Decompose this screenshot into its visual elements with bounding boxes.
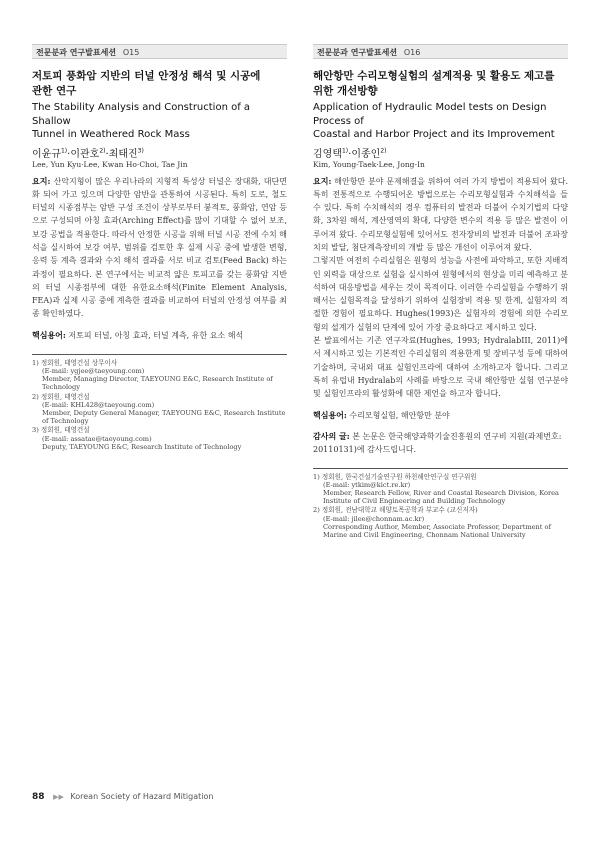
session-code: O15 — [122, 48, 140, 57]
section-tag — [313, 44, 568, 59]
footnotes — [313, 473, 568, 540]
footnotes — [32, 359, 287, 451]
article-title-english: Application of Hydraulic Model tests on Design Process of Coastal and Harbor Project and its Improvement — [313, 102, 555, 140]
session-code: O16 — [403, 48, 421, 57]
section-label: 전문분과 연구발표세션 — [317, 48, 398, 57]
article-title-korean: 해안항만 수리모형실험의 설계적용 및 활용도 제고를 위한 개선방향 — [313, 70, 555, 97]
right-article — [313, 44, 568, 540]
authors-korean: 김영택$^{1)}$·이종인$^{2)}$ — [313, 147, 387, 160]
footnote: 2) 정회원, 태영건설 (E-mail: KHL428@taeyoung.com) Member, Deputy General Manager, TAEYOUNG E&C, Research Institute of Technology — [32, 392, 286, 426]
footnote: 2) 정회원, 전남대학교 해양토목공학과 부교수 (교신저자) (E-mail: jilee@chonnam.ac.kr) Corresponding Author, Member, Associate Professor, Department of Marine and Civil Engineering, Chonnam National University — [313, 506, 551, 539]
footnote-divider — [32, 354, 287, 355]
footnote: 3) 정회원, 태영건설 (E-mail: assatae@taeyoung.com) Deputy, TAEYOUNG E&C, Research Institute of Technology — [32, 426, 242, 451]
keywords: 핵심용어: 수리모형실험, 해안항만 분야 — [313, 409, 450, 420]
article-title-korean: 저토피 풍화암 지반의 터널 안정성 해석 및 시공에 관한 연구 — [32, 70, 261, 97]
section-tag — [32, 44, 287, 59]
abstract-paragraph: 그렇지만 여전히 수리실험은 원형의 성능을 사전에 파악하고, 또한 지배적인 외력을 대상으로 실험을 실시하여 원형에서의 현상을 미리 예측하고 분석하여 대응방법을 세우는 것이 목적이다. 이러한 수리실험을 수행하기 위해서는 실험목적을 달성하기 위하여 실험장비 적용 및 한계, 실험자의 적절한 경험이 필요하다. Hughes(1993)은 실험자의 경험에 의한 수리모형의 설계가 실험의 단계에 있어 가장 중요하다고 제시하고 있다. — [313, 256, 568, 332]
footnote: 1) 정회원, 태영건설 상무이사 (E-mail: ygjee@taeyoung.com) Member, Managing Director, TAEYOUNG E&C, Research Institute of Technology — [32, 358, 273, 392]
section-label: 전문분과 연구발표세션 — [36, 48, 117, 57]
abstract-paragraph: 본 발표에서는 기존 연구자료(Hughes, 1993; HydralabIII, 2011)에서 제시하고 있는 기본적인 수리실험의 적용한계 및 장비구성 등에 대하여 기술하며, 국내외 대표 실험인프라에 대하여 소개하고자 합니다. 그리고 특히 유럽내 Hydralab의 사례를 바탕으로 국내 해안항만 실험 연구분야 및 실험인프라의 활성화에 대한 제언을 하고자 합니다. — [313, 336, 568, 399]
page-footer — [32, 792, 213, 802]
authors-korean: 이윤규$^{1)}$·이관호$^{2)}$·최태진$^{3)}$ — [32, 147, 144, 160]
page-number: 88 — [32, 792, 45, 802]
article-title-english: The Stability Analysis and Construction of a Shallow Tunnel in Weathered Rock Mass — [32, 102, 251, 140]
journal-name: Korean Society of Hazard Mitigation — [70, 792, 214, 801]
keywords: 핵심용어: 저토피 터널, 아칭 효과, 터널 계측, 유한 요소 해석 — [32, 329, 244, 340]
authors-english: Kim, Young-Taek·Lee, Jong-In — [313, 159, 425, 169]
footnote: 1) 정회원, 한국건설기술연구원 하천해안연구실 연구위원 (E-mail: ytkim@kict.re.kr) Member, Research Fellow, River and Coastal Research Division, Korea Institute of Civil Engineering and Building Technology — [313, 472, 559, 506]
abstract: 요지: 산악지형이 많은 우리나라의 지형적 특성상 터널은 장대화, 대단면화 되어 가고 있으며 다양한 암반을 관통하여 시공된다. 특히 도로, 철도 터널의 시종점부는 암반 구성 조건이 상부로부터 붕적토, 풍화암, 연암 등으로 구성되며 아칭 효과(Arching Effect)를 많이 기대할 수 없어 보조, 보강 공법을 적용한다. 따라서 안정한 시공을 위해 터널 시공 전에 수치 해석을 실시하여 보강 여부, 범위를 검토한 후 실제 시공 중에 발생한 변형, 응력 등 계측 결과와 수치 해석 결과를 서로 비교 검토(Feed Back) 하는 과정이 필요하다. 본 연구에서는 비교적 얇은 토피고를 갖는 풍화암 지반의 터널 시종점부에 대한 유한요소해석(Finite Element Analysis, FEA)과 실제 시공 중에 계측한 결과를 비교하여 터널의 안정성 여부를 최종 확인하였다. — [32, 175, 287, 319]
abstract: 요지: 해안항만 분야 문제해결을 위하여 여러 가지 방법이 적용되어 왔다. 특히 전통적으로 수행되어온 방법으로는 수리모형실험과 수치해석을 들 수 있다. 특히 수치해석의 경우 컴퓨터의 발전과 더불어 수치기법의 다양화, 3차원 해석, 계산영역의 확대, 다양한 변수의 적용 등 많은 발전이 이루어져 왔다. 수리모형실험에 있어서도 전자장비의 발전과 더불어 조파장치의 발달, 첨단계측장비의 개발 등 많은 개선이 이루어져 왔다. — [313, 175, 568, 252]
double-arrow-icon: ▶▶ — [53, 793, 64, 801]
acknowledgement: 감사의 글: 본 논문은 한국해양과학기술진흥원의 연구비 지원(과제번호: 20110131)에 감사드립니다. — [313, 430, 562, 454]
authors-english: Lee, Yun Kyu·Lee, Kwan Ho·Choi, Tae Jin — [32, 159, 188, 169]
left-article — [32, 44, 287, 452]
footnote-divider — [313, 468, 568, 469]
